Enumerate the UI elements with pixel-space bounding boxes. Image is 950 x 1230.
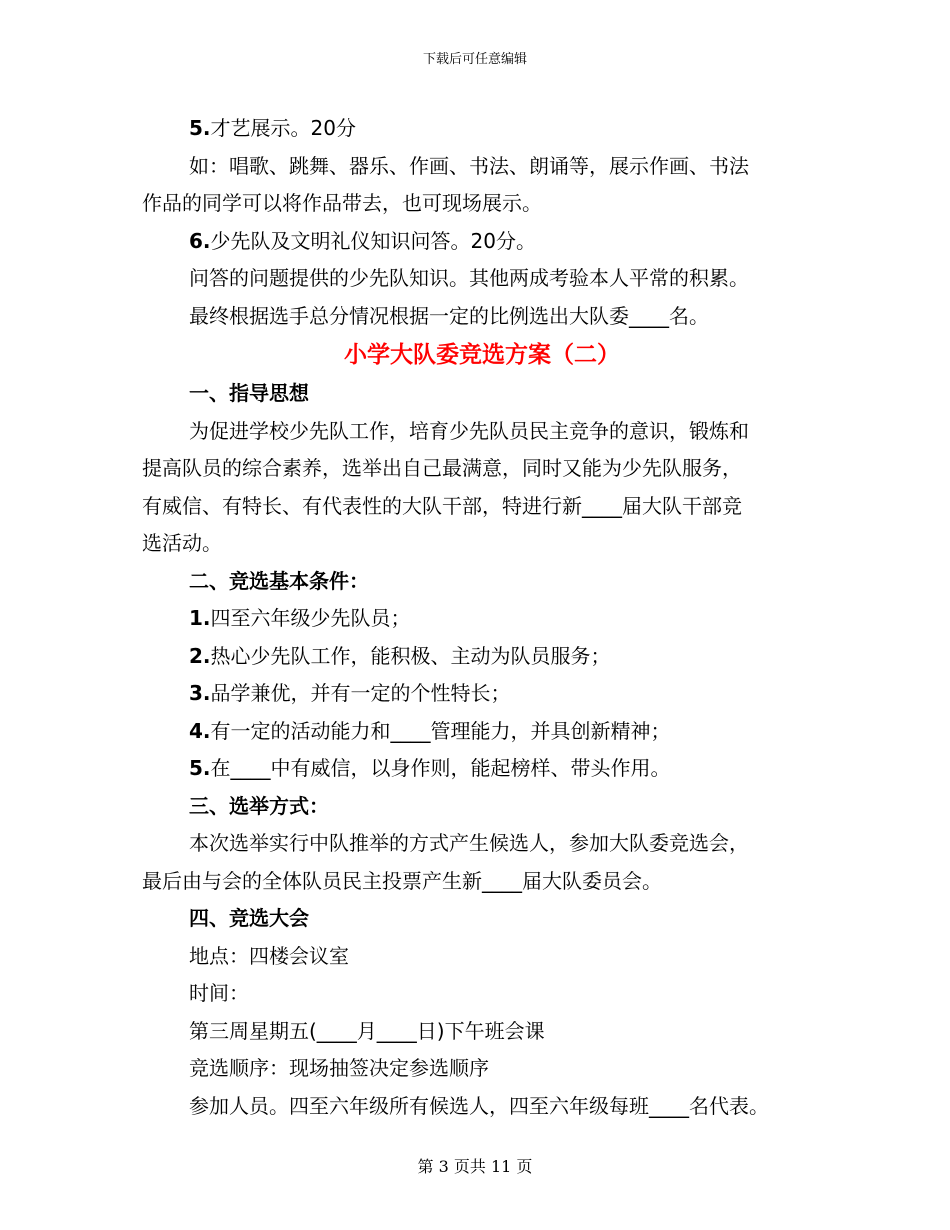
item-text: 有一定的活动能力和____管理能力，并具创新精神；	[210, 718, 671, 743]
guide-paragraph	[142, 413, 812, 563]
section-heading-guide: 一、指导思想	[189, 381, 309, 405]
item-number: 2.	[189, 643, 211, 668]
text-line: 有威信、有特长、有代表性的大队干部，特进行新____届大队干部竞	[142, 493, 742, 518]
text-line: 作品的同学可以将作品带去，也可现场展示。	[142, 191, 542, 215]
item-number: 1.	[189, 606, 211, 630]
item-6-quiz	[142, 223, 812, 261]
section-heading-method: 三、选举方式：	[189, 793, 329, 818]
text-line: 提高队员的综合素养，选举出自己最满意，同时又能为少先队服务，	[142, 456, 742, 480]
condition-item	[142, 600, 812, 638]
page-header: 下载后可任意编辑	[422, 52, 527, 67]
final-selection: 最终根据选手总分情况根据一定的比例选出大队委____名。	[189, 303, 709, 328]
item-number: 5.	[189, 756, 211, 780]
text-line: 本次选举实行中队推举的方式产生候选人，参加大队委竞选会，	[189, 831, 749, 855]
condition-item	[142, 638, 812, 676]
method-paragraph	[142, 825, 812, 900]
meeting-time-value: 第三周星期五(____月____日)下午班会课	[189, 1018, 545, 1043]
item-number: 4.	[189, 718, 211, 743]
condition-item	[142, 713, 812, 751]
meeting-participants: 参加人员。四至六年级所有候选人，四至六年级每班____名代表。	[189, 1093, 769, 1118]
document-title: 小学大队委竞选方案（二）	[344, 342, 620, 368]
condition-item	[142, 675, 812, 713]
text-line: 为促进学校少先队工作，培育少先队员民主竞争的意识，锻炼和	[189, 418, 749, 443]
item-6-description: 问答的问题提供的少先队知识。其他两成考验本人平常的积累。	[189, 266, 749, 290]
section-heading-conditions: 二、竞选基本条件：	[189, 568, 369, 593]
text-line: 如：唱歌、跳舞、器乐、作画、书法、朗诵等，展示作画、书法	[189, 153, 749, 178]
section-heading-meeting: 四、竞选大会	[189, 906, 309, 930]
meeting-order: 竞选顺序：现场抽签决定参选顺序	[189, 1056, 489, 1080]
item-5-description	[142, 148, 812, 223]
text-line: 选活动。	[142, 531, 222, 555]
item-number: 6.	[189, 228, 211, 253]
item-5-talent	[142, 110, 812, 148]
item-number: 5.	[189, 116, 211, 140]
item-text: 品学兼优，并有一定的个性特长；	[210, 681, 511, 705]
item-text: 在____中有威信，以身作则，能起榜样、带头作用。	[210, 756, 671, 780]
meeting-time-label: 时间：	[189, 981, 249, 1005]
condition-item	[142, 750, 812, 788]
document-body	[142, 110, 812, 1125]
item-text: 少先队及文明礼仪知识问答。20分。	[210, 228, 536, 253]
item-text: 热心少先队工作，能积极、主动为队员服务；	[210, 643, 611, 668]
meeting-location: 地点：四楼会议室	[189, 943, 349, 968]
text-line: 最后由与会的全体队员民主投票产生新____届大队委员会。	[142, 868, 662, 893]
item-text: 四至六年级少先队员；	[210, 606, 411, 630]
item-number: 3.	[189, 681, 211, 705]
page-footer: 第 3 页共 11 页	[417, 1157, 533, 1176]
item-text: 才艺展示。20分	[210, 116, 356, 140]
